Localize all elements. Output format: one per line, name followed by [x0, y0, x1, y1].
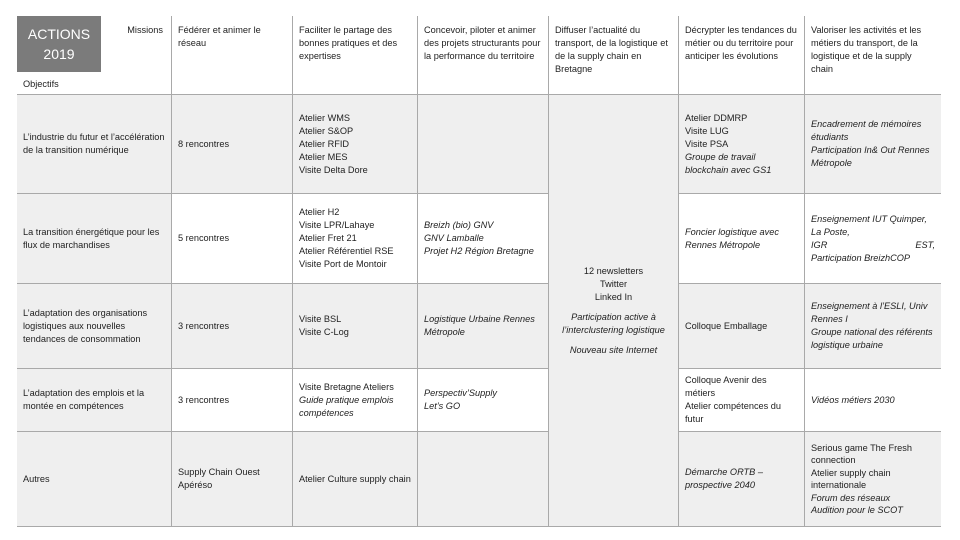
concevoir-cell: Perspectiv’Supply Let’s GO [418, 369, 549, 432]
decrypter-cell: Colloque Avenir des métiers Atelier compétences du futur [679, 369, 805, 432]
objective-cell: L’industrie du futur et l’accélération de la transition numérique [17, 95, 172, 194]
valoriser-cell: Encadrement de mémoires étudiants Participation In& Out Rennes Métropole [805, 95, 941, 194]
objective-cell: La transition énergétique pour les flux de marchandises [17, 194, 172, 284]
faciliter-cell: Visite BSL Visite C-Log [293, 284, 418, 369]
concevoir-cell [418, 432, 549, 527]
concevoir-cell [418, 95, 549, 194]
actions-badge: ACTIONS 2019 [17, 16, 101, 72]
header-row [17, 16, 941, 95]
faciliter-cell: Visite Bretagne Ateliers Guide pratique emplois compétences [293, 369, 418, 432]
federer-cell: 5 rencontres [172, 194, 293, 284]
diffuser-cell [549, 95, 679, 527]
column-header: Concevoir, piloter et animer des projets structurants pour la performance du territoire [418, 16, 549, 95]
diffuser-twitter: Twitter [599, 278, 628, 289]
faciliter-cell: Atelier WMS Atelier S&OP Atelier RFID Atelier MES Visite Delta Dore [293, 95, 418, 194]
faciliter-cell: Atelier Culture supply chain [293, 432, 418, 527]
objective-cell: Autres [17, 432, 172, 527]
concevoir-cell: Breizh (bio) GNV GNV Lamballe Projet H2 Région Bretagne [418, 194, 549, 284]
objectifs-label: Objectifs [23, 79, 59, 89]
decrypter-cell: Colloque Emballage [679, 284, 805, 369]
objective-cell: L’adaptation des emplois et la montée en compétences [17, 369, 172, 432]
table-row [17, 95, 941, 194]
valoriser-cell: Enseignement à l’ESLI, Univ Rennes I Groupe national des référents logistique urbaine [805, 284, 941, 369]
diffuser-linkedin: Linked In [594, 291, 633, 302]
header-corner [17, 16, 172, 95]
column-header: Valoriser les activités et les métiers du transport, de la logistique et de la supply chain [805, 16, 941, 95]
federer-cell: 3 rencontres [172, 284, 293, 369]
column-header: Décrypter les tendances du métier ou du territoire pour anticiper les évolutions [679, 16, 805, 95]
diffuser-site: Nouveau site Internet [569, 344, 658, 355]
valoriser-cell: Serious game The Fresh connection Atelier supply chain internationale Forum des réseaux Audition pour le SCOT [805, 432, 941, 527]
table-row [17, 194, 941, 284]
decrypter-cell: Atelier DDMRP Visite LUG Visite PSA Groupe de travail blockchain avec GS1 [679, 95, 805, 194]
federer-cell: Supply Chain Ouest Apéréso [172, 432, 293, 527]
diffuser-newsletters: 12 newsletters [583, 265, 644, 276]
column-header: Diffuser l’actualité du transport, de la logistique et de la supply chain en Bretagne [549, 16, 679, 95]
table-row [17, 432, 941, 527]
decrypter-cell: Démarche ORTB – prospective 2040 [679, 432, 805, 527]
decrypter-cell: Foncier logistique avec Rennes Métropole [679, 194, 805, 284]
column-header: Fédérer et animer le réseau [172, 16, 293, 95]
concevoir-cell: Logistique Urbaine Rennes Métropole [418, 284, 549, 369]
missions-label: Missions [127, 25, 163, 35]
diffuser-interclustering: Participation active à l’interclustering logistique [562, 311, 665, 335]
table-row [17, 284, 941, 369]
table-row [17, 369, 941, 432]
valoriser-cell: Vidéos métiers 2030 [805, 369, 941, 432]
faciliter-cell: Atelier H2 Visite LPR/Lahaye Atelier Fret 21 Atelier Référentiel RSE Visite Port de Montoir [293, 194, 418, 284]
objective-cell: L’adaptation des organisations logistiques aux nouvelles tendances de consommation [17, 284, 172, 369]
federer-cell: 3 rencontres [172, 369, 293, 432]
actions-table [17, 16, 941, 520]
column-header: Faciliter le partage des bonnes pratiques et des expertises [293, 16, 418, 95]
federer-cell: 8 rencontres [172, 95, 293, 194]
valoriser-cell: Enseignement IUT Quimper, La Poste, IGR EST, Participation BreizhCOP [805, 194, 941, 284]
